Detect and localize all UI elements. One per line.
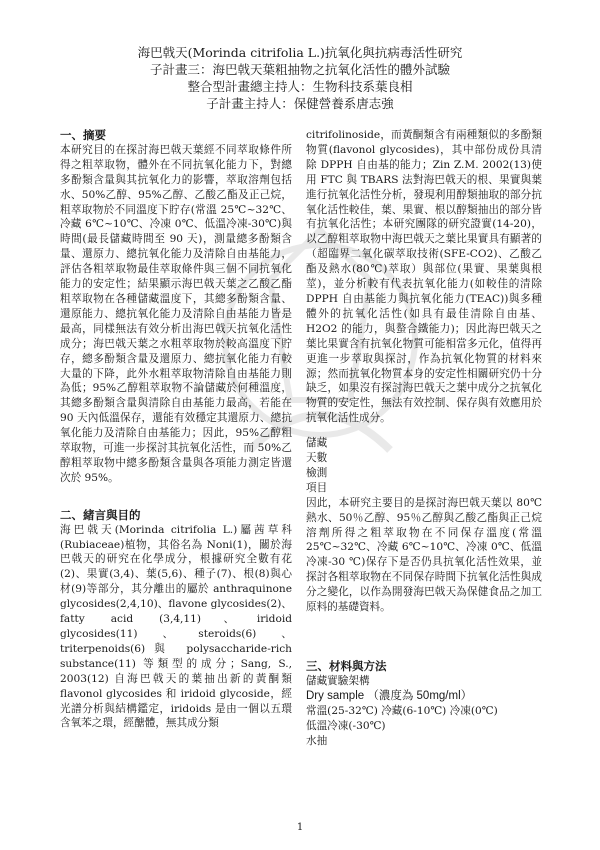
abstract-heading: 一、摘要 (60, 128, 106, 142)
paper-header (60, 44, 540, 112)
paper-title: 海巴戟天(Morinda citrifolia L.)抗氧化與抗病毒活性研究 (137, 45, 463, 60)
storage-design-heading: 儲藏實驗架構 (306, 674, 370, 687)
list-item: 天數 (306, 452, 328, 465)
intro-continued-body: citrifolinoside，而黃酮類含有兩種類似的多酚類物質(flavonol glycosides)，其中部份成份具清除 DPPH 自由基的能力；Zin Z.M. 2002(13)使用 FTC 與 TBARS 法對海巴戟天的根、果實與葉進行抗氧化活性分析，發現利用醇類抽取的部分抗氧化活性較佳，葉、果實、根以醇類抽出的部分皆有抗氧化活性；本研究團隊的研究證實(14-20)，以乙醇粗萃取物中海巴戟天之葉比果實具有顯著的（超臨界二氧化碳萃取技術(SFE-CO2)、乙酸乙酯及熱水(80℃)萃取）與部位(果實、果葉與根莖)，並分析較有代表抗氧化能力(如較佳的清除 DPPH 自由基能力與抗氧化能力(TEAC))與多種體外的抗氧化活性(如具有最佳清除自由基、H2O2 的能力，與螯合鐵能力)；因此海巴戟天之葉比果實含有抗氧化物質可能相當多元化，值得再更進一步萃取與探討，作為抗氧化物質的材料來源；然而抗氧化物質本身的安定性相關研究仍十分缺乏，如果沒有探討海巴戟天之葉中成分之抗氧化物質的安定性，無法有效控制、保存與有效應用於抗氧化活性成分。 (306, 129, 542, 425)
storage-temp-line: 常溫(25-32℃) 冷藏(6-10℃) 冷凍(0℃) (306, 704, 498, 717)
storage-temp-line: 水抽 (306, 734, 328, 747)
left-column (60, 128, 292, 731)
page-number: 1 (296, 822, 304, 833)
dry-sample-line: Dry sample （濃度為 50mg/ml） (306, 689, 473, 702)
principal-investigator: 整合型計畫總主持人：生物科技系葉良相 (187, 79, 413, 94)
storage-temp-line: 低溫冷凍(-30℃) (306, 719, 386, 732)
sub-principal-investigator: 子計畫主持人：保健營養系唐志強 (206, 96, 394, 111)
methods-heading: 三、材料與方法 (306, 659, 387, 673)
list-item: 檢測 (306, 466, 328, 479)
intro-body: 海巴戟天(Morinda citrifolia L.)屬茜草科(Rubiaceae)植物，其俗名為 Noni(1)，關於海巴戟天的研究在化學成分，根據研究全數有花(2)、果實(3,4)、葉(5,6)、種子(7)、根(8)與心材(9)等部分，其分離出的屬於 anthraquinone glycosides(2,4,10)、flavone glycosides(2)、fatty acid (3,4,11)、iridoid glycosides(11)、steroids(6)、triterpenoids(6)與 polysaccharide-rich substance(11) 等類型的成分；Sang, S., 2003(12) 自海巴戟天的葉抽出新的黃酮類 flavonol glycosides 和 iridoid glycoside，經光譜分析與結構鑑定，iridoids 是由一個以五環含氧苯之環，經醣體，無其成分類 (60, 523, 292, 730)
purpose-body: 因此，本研究主要目的是探討海巴戟天葉以 80℃熱水、50％乙醇、95％乙醇與乙酸乙酯與正己烷溶劑所得之粗萃取物在不同保存溫度(常溫 25℃~32℃、冷藏 6℃~10℃、冷凍 0℃、低溫冷凍-30 ℃)保存下是否仍具抗氧化活性效果，並探討各粗萃取物在不同保存時間下抗氧化活性與成分之變化，以作為開發海巴戟天為保健食品之加工原料的基礎資料。 (306, 496, 542, 614)
subproject-title: 子計畫三：海巴戟天葉粗抽物之抗氧化活性的體外試驗 (149, 62, 450, 77)
intro-heading: 二、緒言與目的 (60, 507, 141, 522)
right-column (306, 128, 542, 748)
abstract-body: 本研究目的在探討海巴戟天葉經不同萃取條件所得之粗萃取物，體外在不同抗氧化能力下，對總多酚類含量與其抗氧化力的影響，萃取溶劑包括水、50%乙醇、95%乙醇、乙酸乙酯及正己烷，粗萃取物於不同溫度下貯存(常溫 25℃~32℃、冷藏 6℃~10℃、冷凍 0℃、低溫冷凍-30℃)與時間(最長儲藏時間至 90 天)，測量總多酚類含量、還原力、總抗氧化能力及清除自由基能力，評估各粗萃取物最佳萃取條件與三個不同抗氧化能力的安定性；結果顯示海巴戟天葉之乙酸乙酯粗萃取物在各種儲藏溫度下，其總多酚類含量、還原能力、總抗氧化能力及清除自由基能力皆是最高，同樣無法有效分析出海巴戟天抗氧化活性成分；海巴戟天葉之水粗萃取物於較高溫度下貯存，總多酚類含量及還原力、總抗氧化能力有較大量的下降，此外水粗萃取物清除自由基能力則為低；95%乙醇粗萃取物不論儲藏於何種溫度，其總多酚類含量與清除自由基能力最高，若能在 90 天內低溫保存，還能有效穩定其還原力、總抗氧化能力及清除自由基能力；因此，95%乙醇粗萃取物，可進一步探討其抗氧化活性，而 50%乙醇粗萃取物中總多酚類含量與各項能力測定皆還次於 95%。 (60, 143, 292, 484)
list-item: 儲藏 (306, 437, 328, 450)
list-item: 項目 (306, 481, 328, 494)
